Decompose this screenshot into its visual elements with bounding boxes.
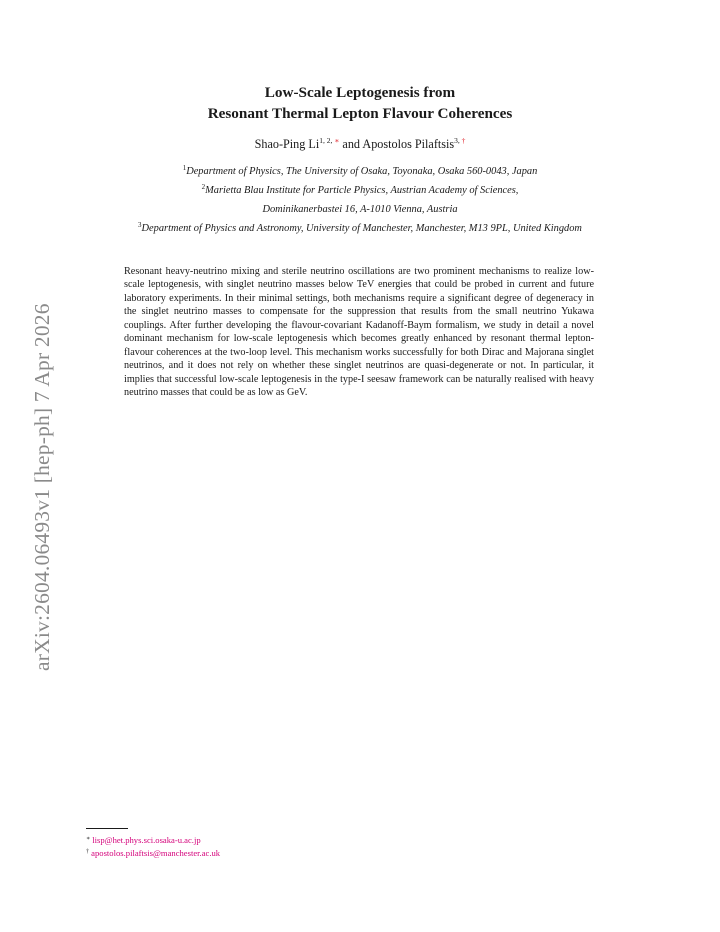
- author-conjunction: and: [339, 137, 363, 151]
- affiliation-list: [0, 162, 720, 238]
- paper-title: [0, 82, 720, 124]
- affiliation-item: Dominikanerbastei 16, A-1010 Vienna, Austria: [262, 204, 458, 215]
- author-affiliation-ref: 3, †: [454, 136, 466, 145]
- author-name: Apostolos Pilaftsis: [362, 137, 455, 151]
- title-line-2: Resonant Thermal Lepton Flavour Coherences: [207, 105, 513, 122]
- arxiv-identifier-stamp: arXiv:2604.06493v1 [hep-ph] 7 Apr 2026: [30, 303, 54, 671]
- abstract-text: Resonant heavy-neutrino mixing and sterile neutrino oscillations are two prominent mechanisms to realize low-scale leptogenesis, with singlet neutrino masses below TeV energies that could be probed in current and future laboratory experiments. In their minimal settings, both mechanisms require a significant degree of degeneracy in the singlet neutrino masses to compensate for the suppression that results from the small neutrino Yukawa couplings. After further developing the flavour-covariant Kadanoff-Baym formalism, we study in detail a novel dominant mechanism for low-scale leptogenesis which becomes greatly enhanced by resonant thermal lepton-flavour coherences at the two-loop level. This mechanism works successfully for both Dirac and Majorana singlet neutrinos, and it does not rely on whether these singlet neutrinos are quasi-degenerate or not. In particular, it implies that successful low-scale leptogenesis in the type-I seesaw framework can be naturally realised with heavy neutrino masses that could be as low as GeV.: [124, 266, 594, 399]
- affiliation-item: $^3$Department of Physics and Astronomy, University of Manchester, Manchester, M13 9PL, United Kingdom: [138, 221, 582, 234]
- title-line-1: Low-Scale Leptogenesis from: [264, 84, 456, 101]
- affiliation-item: $^2$Marietta Blau Institute for Particle Physics, Austrian Academy of Sciences,: [201, 183, 519, 196]
- footnote-mark-link[interactable]: †: [461, 136, 466, 145]
- footnote-item: † apostolos.pilaftsis@manchester.ac.uk: [86, 848, 221, 858]
- footnote-mark-link[interactable]: ∗: [334, 136, 340, 145]
- footnotes: [86, 834, 220, 860]
- author-list: [0, 136, 720, 152]
- footnote-divider: [86, 828, 128, 829]
- author-affiliation-ref: 1, 2, ∗: [319, 136, 340, 145]
- footnote-item: ∗ lisp@het.phys.sci.osaka-u.ac.jp: [86, 835, 201, 845]
- author-name: Shao-Ping Li: [254, 137, 320, 151]
- affiliation-item: $^1$Department of Physics, The University of Osaka, Toyonaka, Osaka 560-0043, Japan: [182, 164, 538, 177]
- email-link[interactable]: lisp@het.phys.sci.osaka-u.ac.jp: [92, 835, 201, 845]
- email-link[interactable]: apostolos.pilaftsis@manchester.ac.uk: [91, 848, 221, 858]
